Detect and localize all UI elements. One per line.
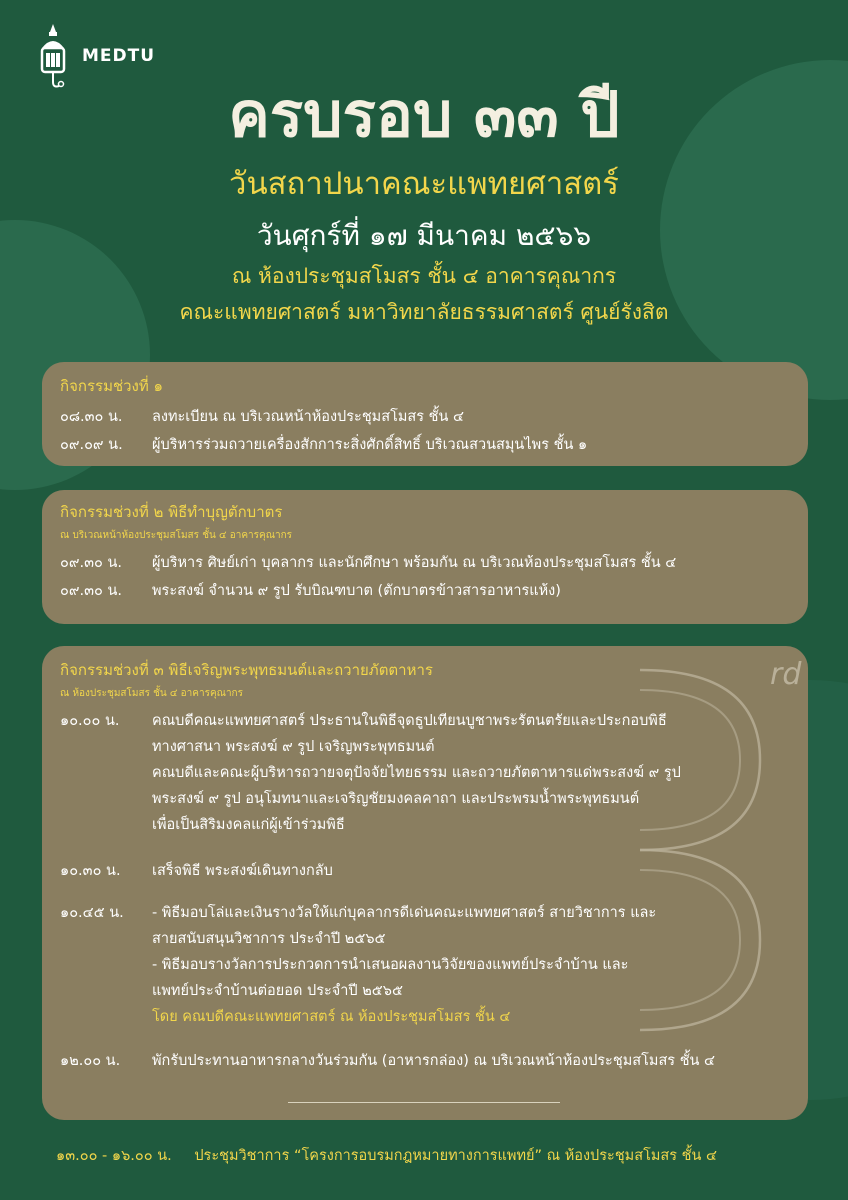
item-line: แพทย์ประจำบ้านต่อยอด ประจำปี ๒๕๖๕ [152,983,403,999]
section-title: กิจกรรมช่วงที่ ๓ พิธีเจริญพระพุทธมนต์และถวายภัตตาหาร [60,661,433,679]
footer-desc: ประชุมวิชาการ “โครงการอบรมกฎหมายทางการแพทย์” ณ ห้องประชุมสโมสร ชั้น ๔ [194,1148,718,1164]
item-line: สายสนับสนุนวิชาการ ประจำปี ๒๕๖๕ [152,931,386,947]
event-venue-faculty: คณะแพทยศาสตร์ มหาวิทยาลัยธรรมศาสตร์ ศูนย์รังสิต [179,300,669,324]
item-line: - พิธีมอบโล่และเงินรางวัลให้แก่บุคลากรดีเด่นคณะแพทยศาสตร์ สายวิชาการ และ [152,905,657,921]
item-desc [152,900,656,1030]
schedule-item [60,578,798,604]
item-desc: พักรับประทานอาหารกลางวันร่วมกัน (อาหารกล่อง) ณ บริเวณหน้าห้องประชุมสโมสร ชั้น ๔ [152,1053,716,1069]
page-subtitle: วันสถาปนาคณะแพทยศาสตร์ [229,166,619,202]
item-desc: พระสงฆ์ จำนวน ๙ รูป รับบิณฑบาต (ตักบาตรข้าวสารอาหารแห้ง) [152,583,561,599]
item-time: ๐๙.๐๙ น. [60,437,123,453]
item-desc: ผู้บริหาร ศิษย์เก่า บุคลากร และนักศึกษา พร้อมกัน ณ บริเวณห้องประชุมสโมสร ชั้น ๔ [152,555,677,571]
item-desc: เสร็จพิธี พระสงฆ์เดินทางกลับ [152,863,333,879]
item-line: เพื่อเป็นสิริมงคลแก่ผู้เข้าร่วมพิธี [152,817,345,833]
item-line: คณบดีคณะแพทยศาสตร์ ประธานในพิธีจุดธูปเทียนบูชาพระรัตนตรัยและประกอบพิธี [152,713,667,729]
item-line: - พิธีมอบรางวัลการประกวดการนำเสนอผลงานวิจัยของแพทย์ประจำบ้าน และ [152,957,629,973]
activity-section-2 [42,490,808,624]
item-time: ๑๐.๔๕ น. [60,905,124,921]
item-line: ทางศาสนา พระสงฆ์ ๙ รูป เจริญพระพุทธมนต์ [152,739,435,755]
item-desc: ผู้บริหารร่วมถวายเครื่องสักการะสิ่งศักดิ์สิทธิ์ บริเวณสวนสมุนไพร ชั้น ๑ [152,437,588,453]
footer-event [56,1144,735,1167]
schedule-item [60,404,798,430]
footer-time: ๑๓.๐๐ - ๑๖.๐๐ น. [56,1148,172,1164]
activity-section-1 [42,362,808,466]
event-venue: ณ ห้องประชุมสโมสร ชั้น ๔ อาคารคุณากร [231,264,617,288]
item-highlight: โดย คณบดีคณะแพทยศาสตร์ ณ ห้องประชุมสโมสร ชั้น ๔ [152,1009,511,1025]
schedule-item [60,550,798,576]
item-line: พระสงฆ์ ๙ รูป อนุโมทนาและเจริญชัยมงคลคาถา และประพรมน้ำพระพุทธมนต์ [152,791,640,807]
section-venue: ณ บริเวณหน้าห้องประชุมสโมสร ชั้น ๔ อาคารคุณากร [60,530,293,541]
anniversary-suffix: rd [770,660,802,692]
item-time: ๑๐.๓๐ น. [60,863,121,879]
item-desc [152,708,681,838]
item-time: ๑๐.๐๐ น. [60,713,120,729]
brand-name: MEDTU [82,46,156,66]
event-date: วันศุกร์ที่ ๑๗ มีนาคม ๒๕๖๖ [256,219,592,252]
item-time: ๐๘.๓๐ น. [60,409,123,425]
page-title: ครบรอบ ๓๓ ปี [228,78,620,151]
item-line: คณบดีและคณะผู้บริหารถวายจตุปัจจัยไทยธรรม และถวายภัตตาหารแด่พระสงฆ์ ๙ รูป [152,765,681,781]
item-desc: ลงทะเบียน ณ บริเวณหน้าห้องประชุมสโมสร ชั้น ๔ [152,409,465,425]
section-venue: ณ ห้องประชุมสโมสร ชั้น ๔ อาคารคุณากร [60,688,243,699]
schedule-item [60,432,798,458]
item-time: ๑๒.๐๐ น. [60,1053,121,1069]
item-time: ๐๙.๓๐ น. [60,555,122,571]
section-title: กิจกรรมช่วงที่ ๒ พิธีทำบุญตักบาตร [60,503,283,521]
anniversary-33rd-outline [640,660,840,1100]
divider [288,1102,560,1103]
section-title: กิจกรรมช่วงที่ ๑ [60,377,164,395]
item-time: ๐๙.๓๐ น. [60,583,122,599]
